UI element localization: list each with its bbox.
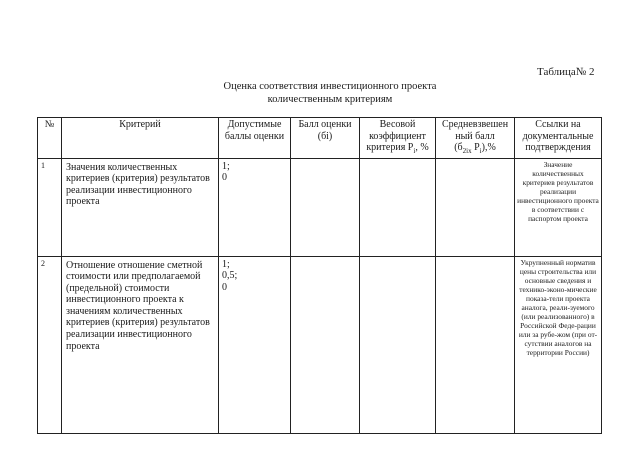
row-weight: [360, 256, 436, 433]
allowed-value: 1;: [222, 160, 230, 172]
criteria-table: [37, 117, 602, 434]
row-score: [291, 256, 360, 433]
table-row: [38, 158, 602, 256]
header-avg-open: (б: [454, 142, 463, 153]
row-avg: [436, 256, 515, 433]
header-num: №: [38, 118, 62, 159]
allowed-value: 0: [222, 172, 227, 184]
header-weight-sub: i: [413, 147, 416, 155]
row-score: [291, 158, 360, 256]
table-row: [38, 256, 602, 433]
row-num: 2: [38, 256, 62, 433]
header-weight: [360, 118, 436, 159]
header-weight-unit: , %: [415, 142, 429, 153]
allowed-value: 0,5;: [222, 270, 238, 282]
header-avg-sub1: 2ix: [462, 147, 472, 155]
row-allowed: [219, 256, 291, 433]
header-weight-line2: критерия P: [366, 142, 414, 153]
table-header-row: [38, 118, 602, 159]
row-refs: Укрупненный норматив цены строительства или основные сведения и технико-эконо-мические показа-тели проекта аналога, реали-зуемого (или реализованного) в Российской Феде-рации или за рубе-жом (при от-сутствии аналогов на территории России): [515, 256, 602, 433]
header-avg-line1: Средневзвешен ный балл: [441, 119, 509, 142]
row-refs: Значение количественных критериев результатов реализации инвестиционного проекта в соответствии с паспортом проекта: [515, 158, 602, 256]
row-criterion: Отношение отношение сметной стоимости или предполагаемой (предельной) стоимости инвестиционного проекта к значениям количественных критериев (критерия) результатов реализации инвестиционного проекта: [62, 256, 219, 433]
header-avg-unit: ),%: [481, 142, 496, 153]
header-refs: Ссылки на документальные подтверждения: [515, 118, 602, 159]
header-allowed: Допустимые баллы оценки: [219, 118, 291, 159]
row-avg: [436, 158, 515, 256]
allowed-value: 1;: [222, 258, 230, 270]
header-criterion: Критерий: [62, 118, 219, 159]
header-avg-mid: P: [471, 142, 480, 153]
header-avg: [436, 118, 515, 159]
row-criterion: Значения количественных критериев (критерия) результатов реализации инвестиционного проекта: [62, 158, 219, 256]
header-avg-sub2: i: [479, 147, 482, 155]
header-score: Балл оценки (бi): [291, 118, 360, 159]
title-line-1: Оценка соответствия инвестиционного проекта: [223, 81, 437, 92]
allowed-value: 0: [222, 281, 227, 293]
document-title: [180, 80, 480, 106]
row-weight: [360, 158, 436, 256]
header-weight-line1: Весовой коэффициент: [369, 119, 426, 142]
title-line-2: количественным критериям: [267, 94, 393, 105]
table-number: Таблица№ 2: [537, 66, 595, 78]
row-num: 1: [38, 158, 62, 256]
row-allowed: [219, 158, 291, 256]
